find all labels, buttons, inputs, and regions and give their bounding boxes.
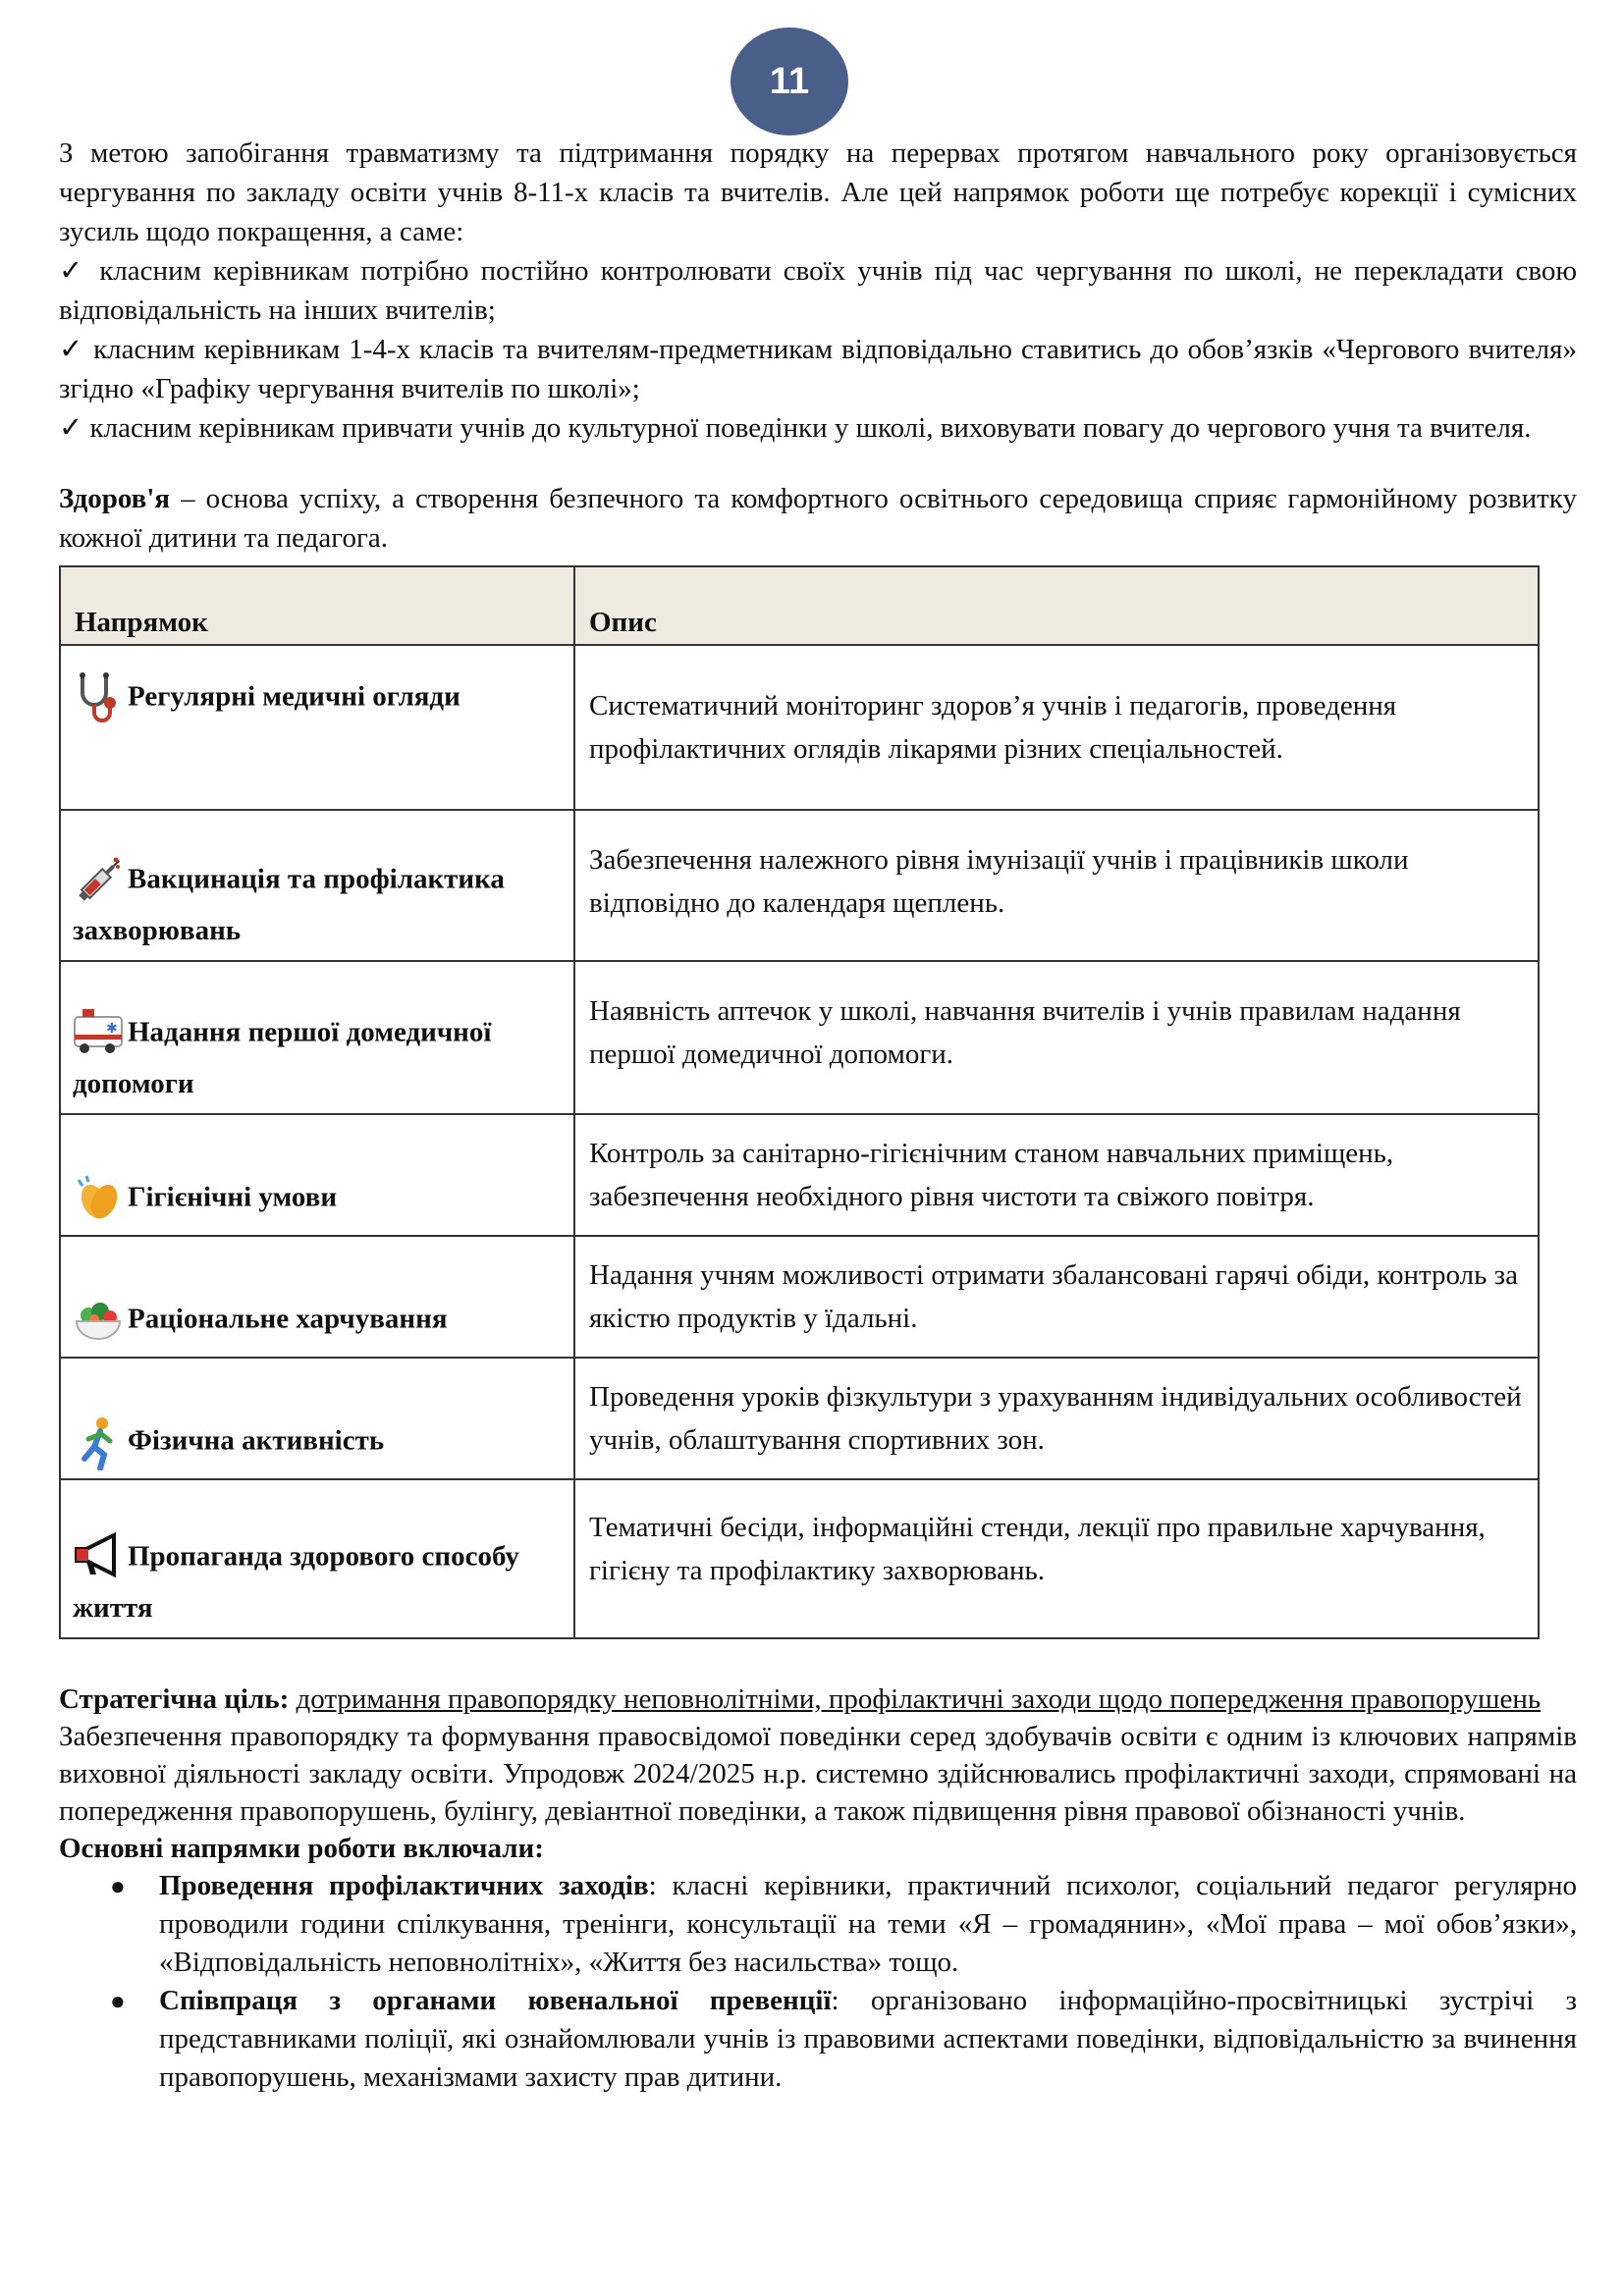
runner-icon: [73, 1415, 124, 1470]
direction-label: Надання першої домедичної допомоги: [73, 1016, 492, 1099]
intro-paragraph: З метою запобігання травматизму та підтримання порядку на перервах протягом навчального року організовується чергування по закладу освіти учнів 8-11-х класів та вчителів. Але цей напрямок роботи ще потребує корекції і сумісних зусиль щодо покращення, а саме:: [59, 137, 1577, 247]
table-row: [60, 645, 1539, 810]
health-text: – основа успіху, а створення безпечного та комфортного освітнього середовища сприяє гармонійному розвитку кожної дитини та педагога.: [59, 483, 1577, 554]
description-cell: Надання учням можливості отримати збалансовані гарячі обіди, контроль за якістю продуктів у їдальні.: [574, 1236, 1539, 1358]
header-description: Опис: [574, 566, 1539, 645]
description-cell: Тематичні бесіди, інформаційні стенди, лекції про правильне харчування, гігієну та профілактику захворювань.: [574, 1479, 1539, 1638]
check-item: ✓ класним керівникам 1-4-х класів та вчителям-предметникам відповідально ставитись до обов’язків «Чергового вчителя» згідно «Графіку чергування вчителів по школі»;: [59, 334, 1577, 404]
table-row: [60, 1114, 1539, 1236]
direction-label: Раціональне харчування: [128, 1303, 448, 1335]
megaphone-icon: [73, 1531, 124, 1586]
bullet-dot-icon: ●: [110, 1987, 126, 2015]
table-row: [60, 1479, 1539, 1638]
list-item-text: : організовано інформаційно-просвітницькі зустрічі з представниками поліції, які ознайомлювали учнів із правовими аспектами поведінки, відповідальністю за вчинення правопорушень, механізмами захисту прав дитини.: [159, 1985, 1578, 2093]
strategic-goal-text: дотримання правопорядку неповнолітніми, профілактичні заходи щодо попередження правопорушень: [296, 1683, 1542, 1715]
page-number-badge: 11: [731, 27, 848, 135]
clapping-hands-icon: [73, 1172, 124, 1227]
health-lead: Здоров'я: [59, 483, 171, 514]
bullet-dot-icon: ●: [110, 1872, 126, 1900]
direction-label: Гігієнічні умови: [128, 1181, 338, 1213]
health-table: [59, 565, 1540, 1639]
directions-list: [59, 1867, 1577, 2097]
stethoscope-icon: [73, 671, 124, 726]
direction-label: Регулярні медичні огляди: [128, 680, 460, 713]
list-item: [59, 1982, 1577, 2097]
strategic-paragraph: Забезпечення правопорядку та формування правосвідомої поведінки серед здобувачів освіти є одним із ключових напрямів виховної діяльності закладу освіти. Упродовж 2024/2025 н.р. системно здійснювались профілактичні заходи, спрямовані на попередження правопорушень, булінгу, девіантної поведінки, а також підвищення рівня правової обізнаності учнів.: [59, 1721, 1577, 1827]
syringe-icon: [73, 854, 124, 909]
description-cell: Забезпечення належного рівня імунізації учнів і працівників школи відповідно до календаря щеплень.: [574, 810, 1539, 961]
header-direction: Напрямок: [60, 566, 574, 645]
direction-label: Пропаганда здорового способу життя: [73, 1540, 519, 1624]
list-item: [59, 1867, 1577, 1982]
strategic-goal: [59, 1681, 1577, 1718]
list-item-title: Співпраця з органами ювенальної превенції: [159, 1985, 832, 2016]
list-item-text: : класні керівники, практичний психолог, соціальний педагог регулярно проводили години спілкування, тренінги, консультації на теми «Я – громадянин», «Мої права – мої обов’язки», «Відповідальність неповнолітніх», «Життя без насильства» тощо.: [159, 1870, 1577, 1978]
salad-icon: [73, 1294, 124, 1349]
table-row: [60, 961, 1539, 1114]
table-row: [60, 810, 1539, 961]
page-content: [59, 133, 1577, 2097]
health-paragraph: [59, 479, 1577, 558]
list-item-title: Проведення профілактичних заходів: [159, 1870, 649, 1901]
strategic-label: Стратегічна ціль:: [59, 1683, 290, 1715]
direction-label: Фізична активність: [128, 1424, 385, 1457]
direction-label: Вакцинація та профілактика захворювань: [73, 863, 505, 946]
description-cell: Наявність аптечок у школі, навчання вчителів і учнів правилам надання першої домедичної допомоги.: [574, 961, 1539, 1114]
description-cell: Контроль за санітарно-гігієнічним станом навчальних приміщень, забезпечення необхідного рівня чистоти та свіжого повітря.: [574, 1114, 1539, 1236]
table-header-row: [60, 566, 1539, 645]
table-row: [60, 1236, 1539, 1358]
main-directions-heading: [59, 1830, 1577, 1867]
description-cell: Систематичний моніторинг здоров’я учнів і педагогів, проведення профілактичних оглядів лікарями різних спеціальностей.: [574, 645, 1539, 810]
ambulance-icon: [73, 1007, 124, 1062]
description-cell: Проведення уроків фізкультури з урахуванням індивідуальних особливостей учнів, облаштування спортивних зон.: [574, 1358, 1539, 1479]
table-row: [60, 1358, 1539, 1479]
check-item: ✓ класним керівникам привчати учнів до культурної поведінки у школі, виховувати повагу до чергового учня та вчителя.: [59, 412, 1532, 444]
check-item: ✓ класним керівникам потрібно постійно контролювати своїх учнів під час чергування по школі, не перекладати свою відповідальність на інших вчителів;: [59, 255, 1577, 326]
svg-text:✱: ✱: [106, 1021, 118, 1037]
main-directions-label: Основні напрямки роботи включали:: [59, 1833, 544, 1864]
